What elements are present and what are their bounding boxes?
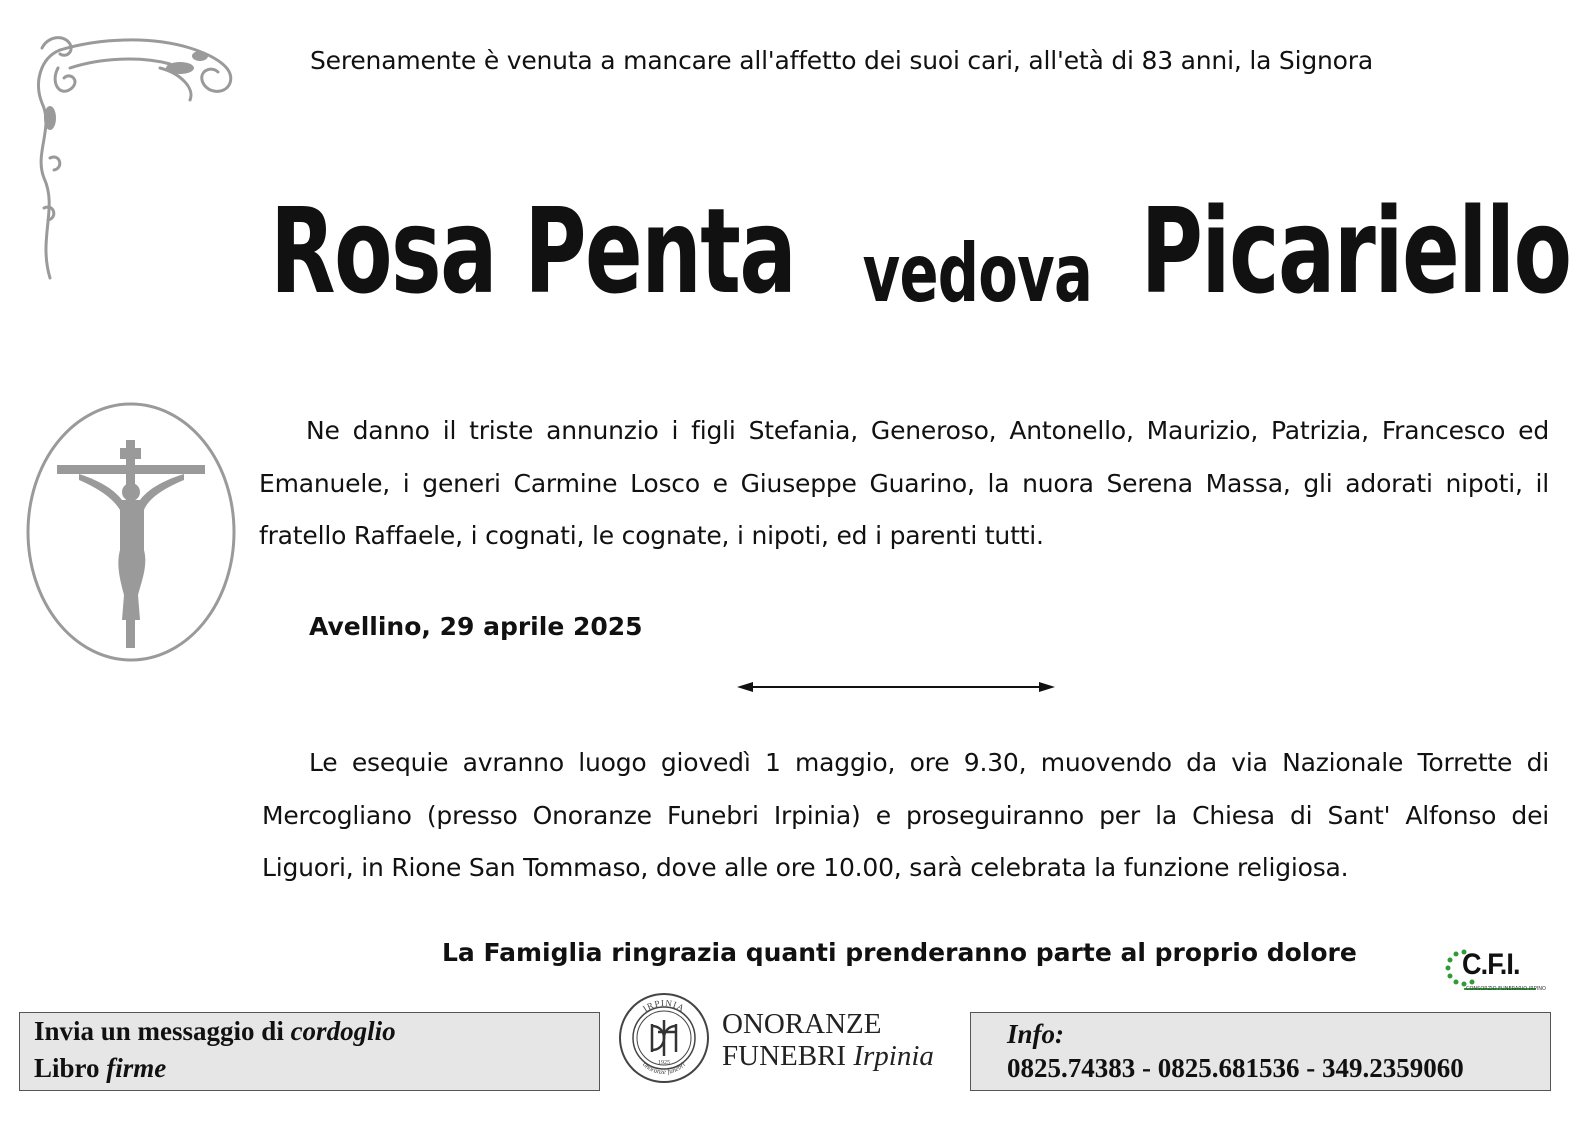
funeral-details-paragraph: Le esequie avranno luogo giovedì 1 maggio, ore 9.30, muovendo da via Nazionale Torrette di Mercogliano (presso Onoranze Funebri Irpinia) e proseguiranno per la Chiesa di Sant' Alfonso dei Liguori, in Rione San Tommaso, dove alle ore 10.00, sarà celebrata la funzione religiosa.: [262, 748, 1549, 882]
send-condolence-link[interactable]: Invia un messaggio di cordoglio: [34, 1016, 396, 1046]
guestbook-link[interactable]: Libro firme: [34, 1053, 167, 1083]
phone-numbers[interactable]: 0825.74383 - 0825.681536 - 349.2359060: [1007, 1053, 1464, 1083]
info-contact-box: [970, 1012, 1551, 1091]
svg-text:onoranze funebri: onoranze funebri: [641, 1060, 687, 1077]
deceased-last-name: Picariello: [1140, 182, 1571, 320]
info-label: Info:: [1007, 1019, 1065, 1049]
place-and-date: Avellino, 29 aprile 2025: [309, 612, 643, 641]
deceased-name-connector: vedova: [862, 227, 1092, 320]
funeral-home-seal-logo: [618, 992, 710, 1084]
svg-text:IRPINIA: IRPINIA: [640, 997, 687, 1014]
condolence-message-box[interactable]: [19, 1012, 600, 1091]
cfi-logo-text: C.F.I.: [1462, 948, 1520, 981]
deceased-first-name: Rosa Penta: [270, 182, 796, 320]
funeral-home-name: ONORANZE FUNEBRI Irpinia: [722, 1008, 934, 1072]
crucifix-icon: [24, 400, 238, 664]
family-thanks: La Famiglia ringrazia quanti prenderanno parte al proprio dolore: [442, 938, 1357, 967]
deceased-name: [270, 150, 1571, 320]
announcement-paragraph: Ne danno il triste annunzio i figli Stefania, Generoso, Antonello, Maurizio, Patrizia, Francesco ed Emanuele, i generi Carmine Losco e Giuseppe Guarino, la nuora Serena Massa, gli adorati nipoti, il fratello Raffaele, i cognati, le cognate, i nipoti, ed i parenti tutti.: [259, 416, 1549, 550]
svg-text:1925: 1925: [658, 1060, 670, 1066]
double-arrow-divider: [737, 678, 1055, 696]
cfi-logo-subtext: CONSORZIO FUNERARIO IRPINO: [1466, 986, 1546, 992]
intro-sentence: Serenamente è venuta a mancare all'affetto dei suoi cari, all'età di 83 anni, la Signora: [310, 46, 1373, 75]
